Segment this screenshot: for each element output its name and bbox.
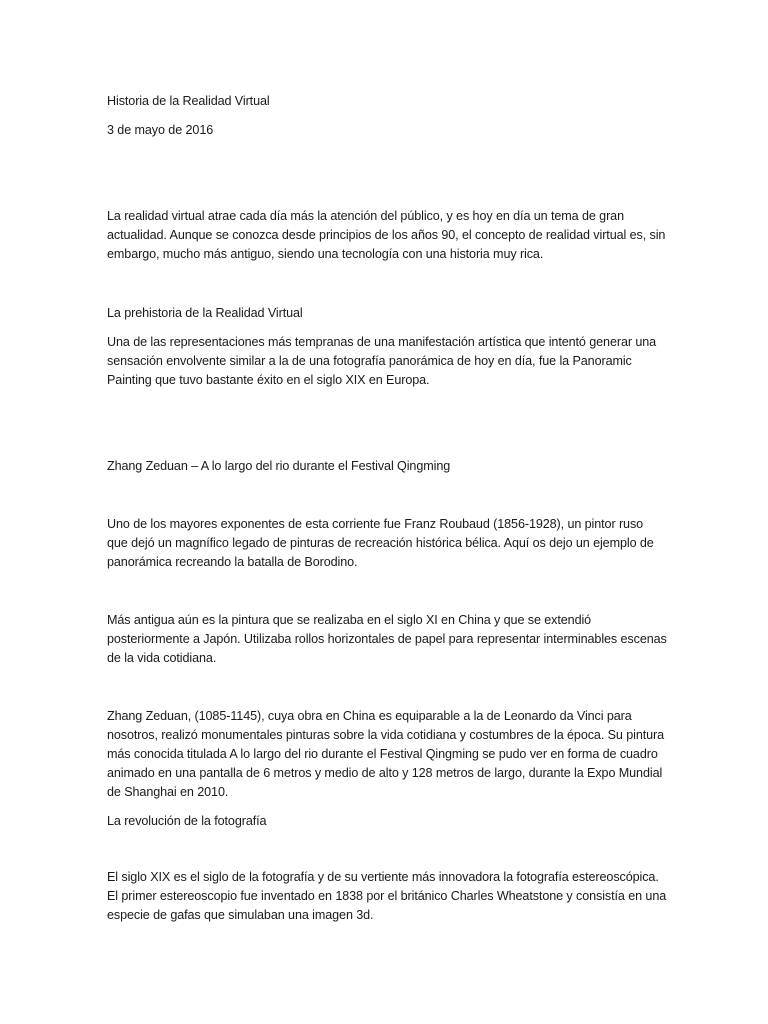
section-heading-photography: La revolución de la fotografía bbox=[107, 814, 267, 828]
document-date: 3 de mayo de 2016 bbox=[107, 123, 214, 137]
section-heading-prehistory: La prehistoria de la Realidad Virtual bbox=[107, 306, 303, 320]
paragraph-panoramic-painting: Una de las representaciones más tempranas de una manifestación artística que intentó generar una sensación envolvente similar a la de una fotografía panorámica de hoy en día, fue la Panoramic Painting que tuvo bastante éxito en el siglo XIX en Europa. bbox=[107, 335, 657, 387]
document-title: Historia de la Realidad Virtual bbox=[107, 94, 270, 108]
paragraph-stereoscope: El siglo XIX es el siglo de la fotografía y de su vertiente más innovadora la fotografía estereoscópica. El primer estereoscopio fue inventado en 1838 por el británico Charles Wheatstone y consistía en una especie de gafas que simulaban una imagen 3d. bbox=[107, 870, 667, 922]
intro-paragraph: La realidad virtual atrae cada día más la atención del público, y es hoy en día un tema de gran actualidad. Aunque se conozca desde principios de los años 90, el concepto de realidad virtual es, sin embargo, mucho más antiguo, siendo una tecnología con una historia muy rica. bbox=[107, 209, 666, 261]
paragraph-china-scrolls: Más antigua aún es la pintura que se realizaba en el siglo XI en China y que se extendió posteriormente a Japón. Utilizaba rollos horizontales de papel para representar interminables escenas de la vida cotidiana. bbox=[107, 613, 667, 665]
paragraph-zhang-zeduan: Zhang Zeduan, (1085-1145), cuya obra en China es equiparable a la de Leonardo da Vinci para nosotros, realizó monumentales pinturas sobre la vida cotidiana y costumbres de la época. Su pintura más conocida titulada A lo largo del rio durante el Festival Qingming se pudo ver en forma de cuadro animado en una pantalla de 6 metros y medio de alto y 128 metros de largo, durante la Expo Mundial de Shanghai en 2010. bbox=[107, 709, 665, 799]
image-caption-zhang-zeduan: Zhang Zeduan – A lo largo del rio durante el Festival Qingming bbox=[107, 459, 451, 473]
paragraph-franz-roubaud: Uno de los mayores exponentes de esta corriente fue Franz Roubaud (1856-1928), un pintor ruso que dejó un magnífico legado de pinturas de recreación histórica bélica. Aquí os dejo un ejemplo de panorámica recreando la batalla de Borodino. bbox=[107, 517, 654, 569]
